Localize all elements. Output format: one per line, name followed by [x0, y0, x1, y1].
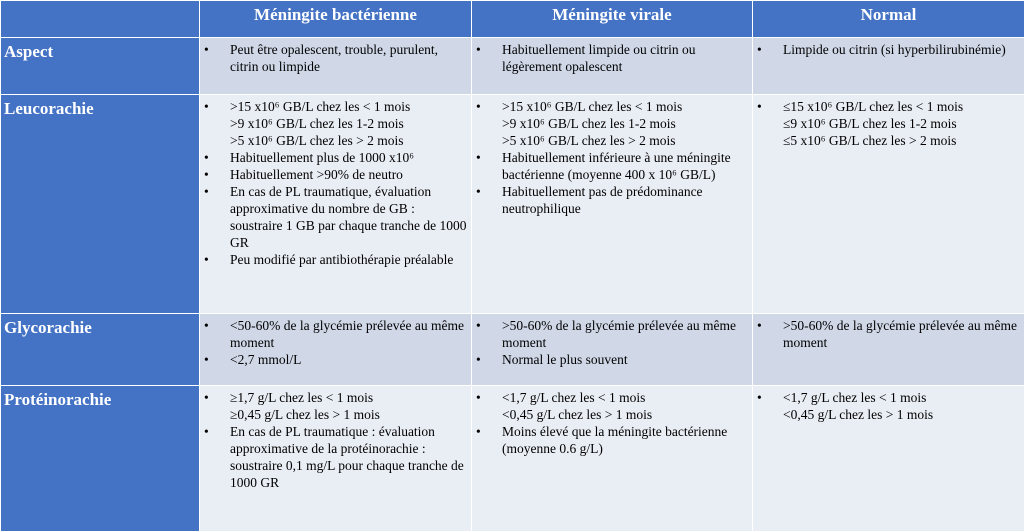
list-item: • >15 x10⁶ GB/L chez les < 1 mois — [200, 98, 471, 115]
list-item: • Peut être opalescent, trouble, purulent, citrin ou limpide — [200, 41, 471, 75]
sub-line: >5 x10⁶ GB/L chez les > 2 mois — [200, 132, 471, 149]
cell-glycorachie-bacterial — [200, 314, 472, 386]
cell-aspect-bacterial — [200, 38, 472, 95]
row-leucorachie — [1, 95, 1024, 314]
cell-leucorachie-normal — [753, 95, 1024, 314]
list-item: • Habituellement limpide ou citrin ou légèrement opalescent — [472, 41, 752, 75]
list-item: • ≥1,7 g/L chez les < 1 mois — [200, 389, 471, 406]
list-item: • Limpide ou citrin (si hyperbilirubinémie) — [753, 41, 1024, 58]
cell-proteinorachie-viral — [472, 386, 753, 532]
list-item: • ≤15 x10⁶ GB/L chez les < 1 mois — [753, 98, 1024, 115]
list-item: • >15 x10⁶ GB/L chez les < 1 mois — [472, 98, 752, 115]
sub-line: ≤9 x10⁶ GB/L chez les 1-2 mois — [753, 115, 1024, 132]
list-item: • >50-60% de la glycémie prélevée au même moment — [753, 317, 1024, 351]
header-bacterial: Méningite bactérienne — [200, 1, 472, 38]
row-proteinorachie — [1, 386, 1024, 532]
list-item: • Habituellement >90% de neutro — [200, 166, 471, 183]
list-item: • Normal le plus souvent — [472, 351, 752, 368]
list-item: • <50-60% de la glycémie prélevée au même moment — [200, 317, 471, 351]
cell-aspect-normal — [753, 38, 1024, 95]
list-item: • >50-60% de la glycémie prélevée au même moment — [472, 317, 752, 351]
header-viral: Méningite virale — [472, 1, 753, 38]
list-item: • <1,7 g/L chez les < 1 mois — [472, 389, 752, 406]
row-label-glycorachie: Glycorachie — [1, 314, 200, 386]
sub-line: >5 x10⁶ GB/L chez les > 2 mois — [472, 132, 752, 149]
cell-aspect-viral — [472, 38, 753, 95]
cell-leucorachie-viral — [472, 95, 753, 314]
header-row — [1, 1, 1024, 38]
cell-proteinorachie-normal — [753, 386, 1024, 532]
header-normal: Normal — [753, 1, 1024, 38]
cell-glycorachie-normal — [753, 314, 1024, 386]
sub-line: ≤5 x10⁶ GB/L chez les > 2 mois — [753, 132, 1024, 149]
list-item: • En cas de PL traumatique, évaluation approximative du nombre de GB : soustraire 1 GB par chaque tranche de 1000 GR — [200, 183, 471, 251]
cell-glycorachie-viral — [472, 314, 753, 386]
sub-line: <0,45 g/L chez les > 1 mois — [753, 406, 1024, 423]
sub-line: <0,45 g/L chez les > 1 mois — [472, 406, 752, 423]
row-label-proteinorachie: Protéinorachie — [1, 386, 200, 532]
sub-line: >9 x10⁶ GB/L chez les 1-2 mois — [472, 115, 752, 132]
list-item: • En cas de PL traumatique : évaluation approximative de la protéinorachie : soustraire 0,1 mg/L pour chaque tranche de 1000 GR — [200, 423, 471, 491]
cell-leucorachie-bacterial — [200, 95, 472, 314]
row-label-aspect: Aspect — [1, 38, 200, 95]
sub-line: >9 x10⁶ GB/L chez les 1-2 mois — [200, 115, 471, 132]
row-label-leucorachie: Leucorachie — [1, 95, 200, 314]
list-item: • Habituellement pas de prédominance neutrophilique — [472, 183, 752, 217]
list-item: • Habituellement plus de 1000 x10⁶ — [200, 149, 471, 166]
list-item: • <1,7 g/L chez les < 1 mois — [753, 389, 1024, 406]
list-item: • Habituellement inférieure à une méningite bactérienne (moyenne 400 x 10⁶ GB/L) — [472, 149, 752, 183]
row-glycorachie — [1, 314, 1024, 386]
list-item: • Moins élevé que la méningite bactérienne (moyenne 0.6 g/L) — [472, 423, 752, 457]
row-aspect — [1, 38, 1024, 95]
cell-proteinorachie-bacterial — [200, 386, 472, 532]
header-empty — [1, 1, 200, 38]
list-item: • Peu modifié par antibiothérapie préalable — [200, 251, 471, 268]
list-item: • <2,7 mmol/L — [200, 351, 471, 368]
sub-line: ≥0,45 g/L chez les > 1 mois — [200, 406, 471, 423]
